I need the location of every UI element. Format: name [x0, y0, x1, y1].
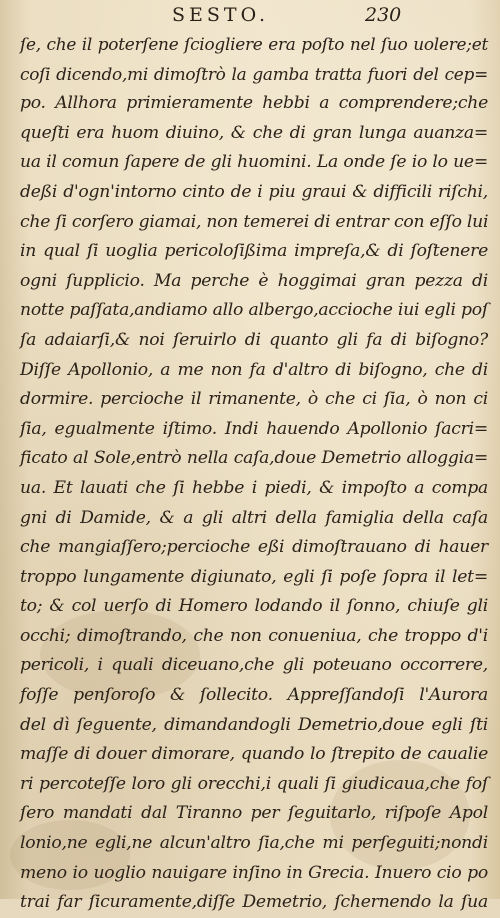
text-line: ua il comun ſapere de gli huomini. La onde ſe io lo ue= — [20, 152, 488, 173]
text-line: queſti era huom diuino, & che di gran lunga auanza= — [20, 122, 488, 143]
running-head: SESTO. — [172, 4, 270, 26]
page-header — [0, 4, 500, 30]
text-line: ua. Et lauati che ſi hebbe i piedi, & impoſto a compa — [20, 477, 488, 498]
text-line: che mangiaſſero;percioche eßi dimoſtrauano di hauer — [20, 537, 488, 558]
text-line: pericoli, i quali diceuano,che gli poteuano occorrere, — [20, 655, 488, 676]
text-line: dormire. percioche il rimanente, ò che ci ſia, ò non ci — [20, 389, 488, 410]
text-line: foſſe penſoroſo & ſollecito. Appreſſandoſi l'Aurora — [20, 685, 488, 706]
text-line: po. Allhora primieramente hebbi a comprendere;che — [20, 93, 488, 114]
text-line: in qual ſi uoglia pericoloſißima impreſa,& di ſoſtenere — [20, 241, 488, 262]
text-line: meno io uoglio nauigare inſino in Grecia. Inuero cio po — [20, 862, 488, 883]
text-line: notte paſſata,andiamo allo albergo,accioche iui egli poſ — [20, 300, 488, 321]
text-line: ficato al Sole,entrò nella caſa,doue Demetrio alloggia= — [20, 448, 488, 469]
text-line: ſe, che il poterſene ſciogliere era poſto nel ſuo uolere;et — [20, 34, 488, 54]
text-line: ſia, egualmente iſtimo. Indi hauendo Apollonio ſacri= — [20, 418, 488, 439]
text-line: to; & col uerſo di Homero lodando il ſonno, chiuſe gli — [20, 596, 488, 617]
text-line: Diſſe Apollonio, a me non fa d'altro di biſogno, che di — [20, 359, 488, 380]
text-line: deßi d'ogn'intorno cinto de i piu graui & difficili riſchi, — [20, 181, 488, 202]
text-line: ogni ſupplicio. Ma perche è hoggimai gran pezza di — [20, 270, 488, 291]
text-line: maſſe di douer dimorare, quando lo ſtrepito de caualie — [20, 744, 488, 765]
text-line: del dì ſeguente, dimandandogli Demetrio,doue egli ſti — [20, 714, 488, 735]
text-line: lonio,ne egli,ne alcun'altro ſia,che mi perſeguiti;nondi — [20, 833, 488, 854]
text-line: occhi; dimoſtrando, che non conueniua, che troppo d'i — [20, 625, 488, 646]
text-line: gni di Damide, & a gli altri della famiglia della caſa — [20, 507, 488, 528]
text-line: che ſi corſero giamai, non temerei di entrar con eſſo lui — [20, 211, 489, 232]
text-block — [20, 30, 488, 918]
text-line: ſa adaiarſi,& noi ſeruirlo di quanto gli fa di biſogno? — [20, 329, 488, 350]
text-line: coſi dicendo,mi dimoſtrò la gamba tratta fuori del cep= — [20, 63, 488, 84]
text-line: ri percoteſſe loro gli orecchi,i quali ſi giudicaua,che foſ — [20, 773, 488, 794]
text-line: ſero mandati dal Tiranno per ſeguitarlo, riſpoſe Apol — [20, 803, 488, 824]
text-line: troppo lungamente digiunato, egli ſi poſe ſopra il let= — [20, 566, 488, 587]
page-number: 230 — [365, 4, 402, 26]
text-line: trai far ſicuramente,diſſe Demetrio, ſchernendo la ſua — [20, 892, 488, 913]
